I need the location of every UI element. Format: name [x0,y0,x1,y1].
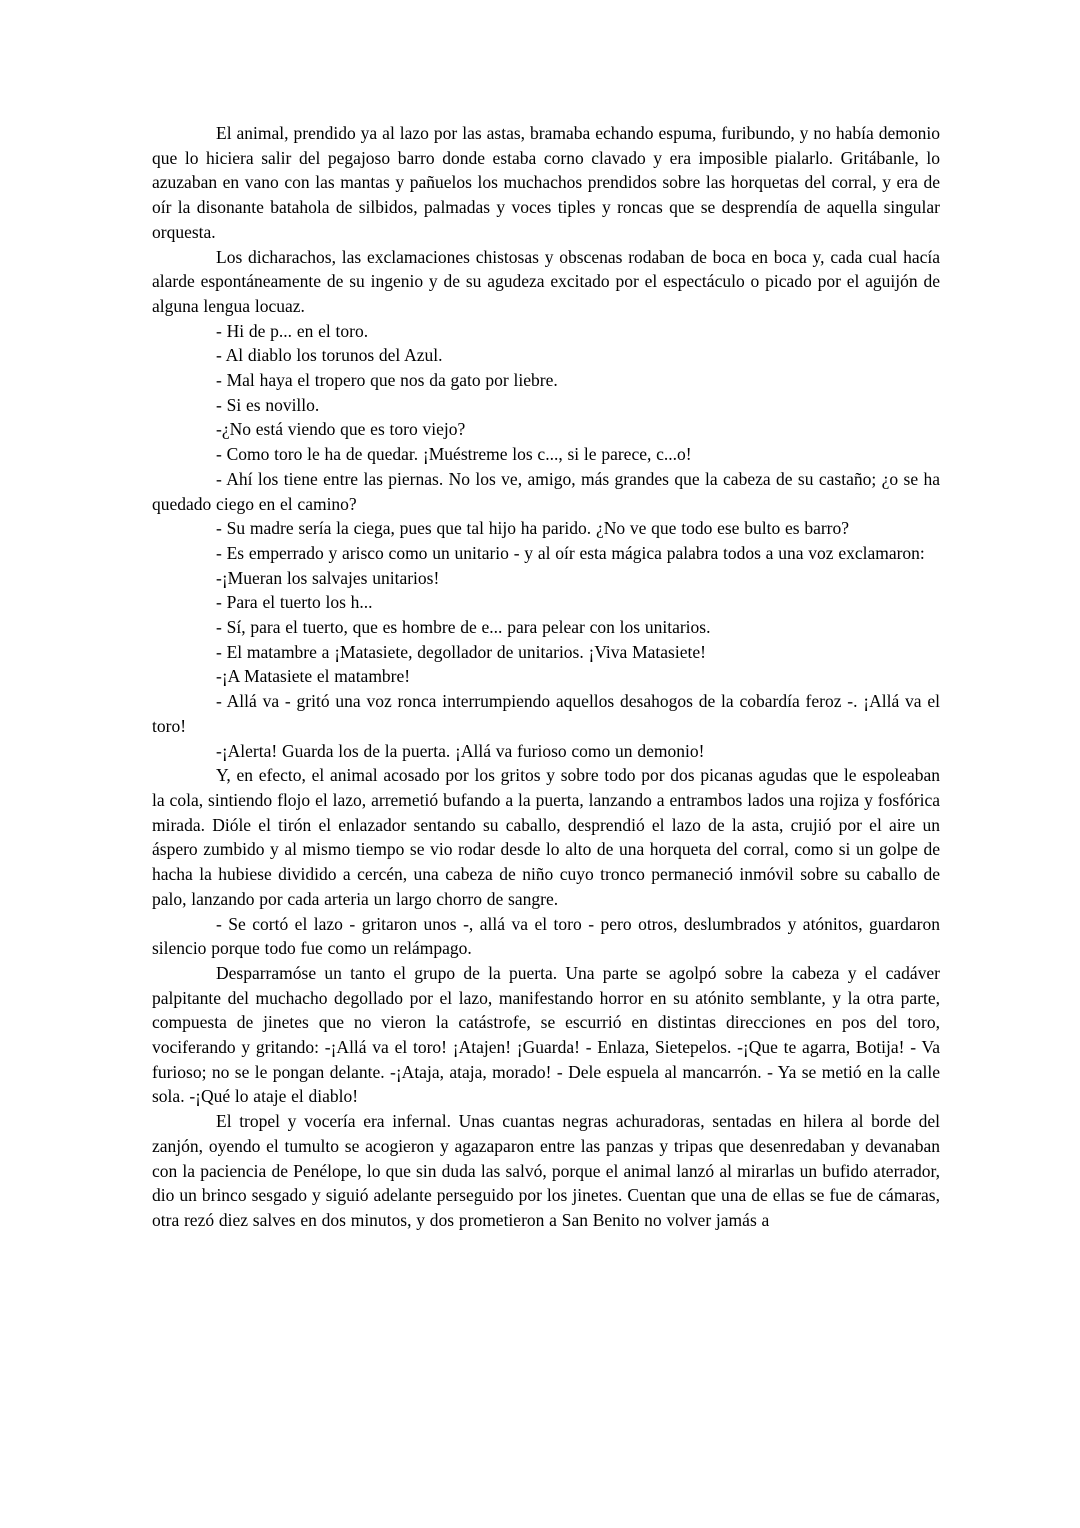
dialogue-line: -¡Mueran los salvajes unitarios! [216,567,440,588]
dialogue-line: - Se cortó el lazo - gritaron unos -, allá va el toro - pero otros, deslumbrados y atónitos, guardaron silencio porque todo fue como un relámpago. [152,913,940,959]
dialogue-line: - Sí, para el tuerto, que es hombre de e... para pelear con los unitarios. [216,617,711,638]
dialogue-line: - Para el tuerto los h... [216,592,373,613]
dialogue-line: -¡Alerta! Guarda los de la puerta. ¡Allá va furioso como un demonio! [216,740,705,761]
dialogue-line: - Ahí los tiene entre las piernas. No los ve, amigo, más grandes que la cabeza de su castaño; ¿o se ha quedado ciego en el camino? [152,468,940,514]
dialogue-line: -¡A Matasiete el matambre! [216,666,411,687]
dialogue-line: - Es emperrado y arisco como un unitario - y al oír esta mágica palabra todos a una voz exclamaron: [216,542,925,563]
paragraph: Desparramóse un tanto el grupo de la puerta. Una parte se agolpó sobre la cabeza y el cadáver palpitante del muchacho degollado por el lazo, manifestando horror en su atónito semblante, y la otra parte, compuesta de jinetes que no vieron la catástrofe, se escurrió en distintas direcciones en pos del toro, vociferando y gritando: -¡Allá va el toro! ¡Atajen! ¡Guarda! - Enlaza, Sietepelos. -¡Que te agarra, Botija! - Va furioso; no se le pongan delante. -¡Ataja, ataja, morado! - Dele espuela al mancarrón. - Ya se metió en la calle sola. -¡Qué lo ataje el diablo! [152,962,940,1107]
paragraph: El tropel y vocería era infernal. Unas cuantas negras achuradoras, sentadas en hilera al borde del zanjón, oyendo el tumulto se acogieron y agazaparon entre las panzas y tripas que desenredaban y devanaban con la paciencia de Penélope, lo que sin duda las salvó, porque el animal lanzó al mirarlas un bufido aterrador, dio un brinco sesgado y siguió adelante perseguido por los jinetes. Cuentan que una de ellas se fue de cámaras, otra rezó diez salves en dos minutos, y dos prometieron a San Benito no volver jamás a [152,1111,940,1230]
dialogue-line: - Si es novillo. [216,394,320,415]
paragraph: El animal, prendido ya al lazo por las astas, bramaba echando espuma, furibundo, y no había demonio que lo hiciera salir del pegajoso barro donde estaba corno clavado y era imposible pialarlo. Gritábanle, lo azuzaban en vano con las mantas y pañuelos los muchachos prendidos sobre las horquetas del corral, y era de oír la disonante batahola de silbidos, palmadas y voces tiples y roncas que se desprendía de aquella singular orquesta. [152,123,940,242]
dialogue-line: -¿No está viendo que es toro viejo? [216,419,466,440]
dialogue-line: - Mal haya el tropero que nos da gato por liebre. [216,370,558,391]
dialogue-line: - Allá va - gritó una voz ronca interrumpiendo aquellos desahogos de la cobardía feroz -. ¡Allá va el toro! [152,691,940,736]
paragraph: Los dicharachos, las exclamaciones chistosas y obscenas rodaban de boca en boca y, cada cual hacía alarde espontáneamente de su ingenio y de su agudeza excitado por el espectáculo o picado por el aguijón de alguna lengua locuaz. [152,246,940,316]
dialogue-line: - El matambre a ¡Matasiete, degollador de unitarios. ¡Viva Matasiete! [216,641,706,662]
dialogue-line: - Como toro le ha de quedar. ¡Muéstreme los c..., si le parece, c...o! [216,444,692,465]
dialogue-line: - Su madre sería la ciega, pues que tal hijo ha parido. ¿No ve que todo ese bulto es barro? [216,518,850,539]
paragraph: Y, en efecto, el animal acosado por los gritos y sobre todo por dos picanas agudas que le espoleaban la cola, sintiendo flojo el lazo, arremetió bufando a la puerta, lanzando a entrambos lados una rojiza y fosfórica mirada. Dióle el tirón el enlazador sentando su caballo, desprendió el lazo de la asta, crujió por el aire un áspero zumbido y al mismo tiempo se vio rodar desde lo alto de una horqueta del corral, como si un golpe de hacha la hubiese dividido a cercén, una cabeza de niño cuyo tronco permaneció inmóvil sobre su caballo de palo, lanzando por cada arteria un largo chorro de sangre. [152,765,940,909]
dialogue-line: - Al diablo los torunos del Azul. [216,345,443,366]
dialogue-line: - Hi de p... en el toro. [216,320,369,341]
